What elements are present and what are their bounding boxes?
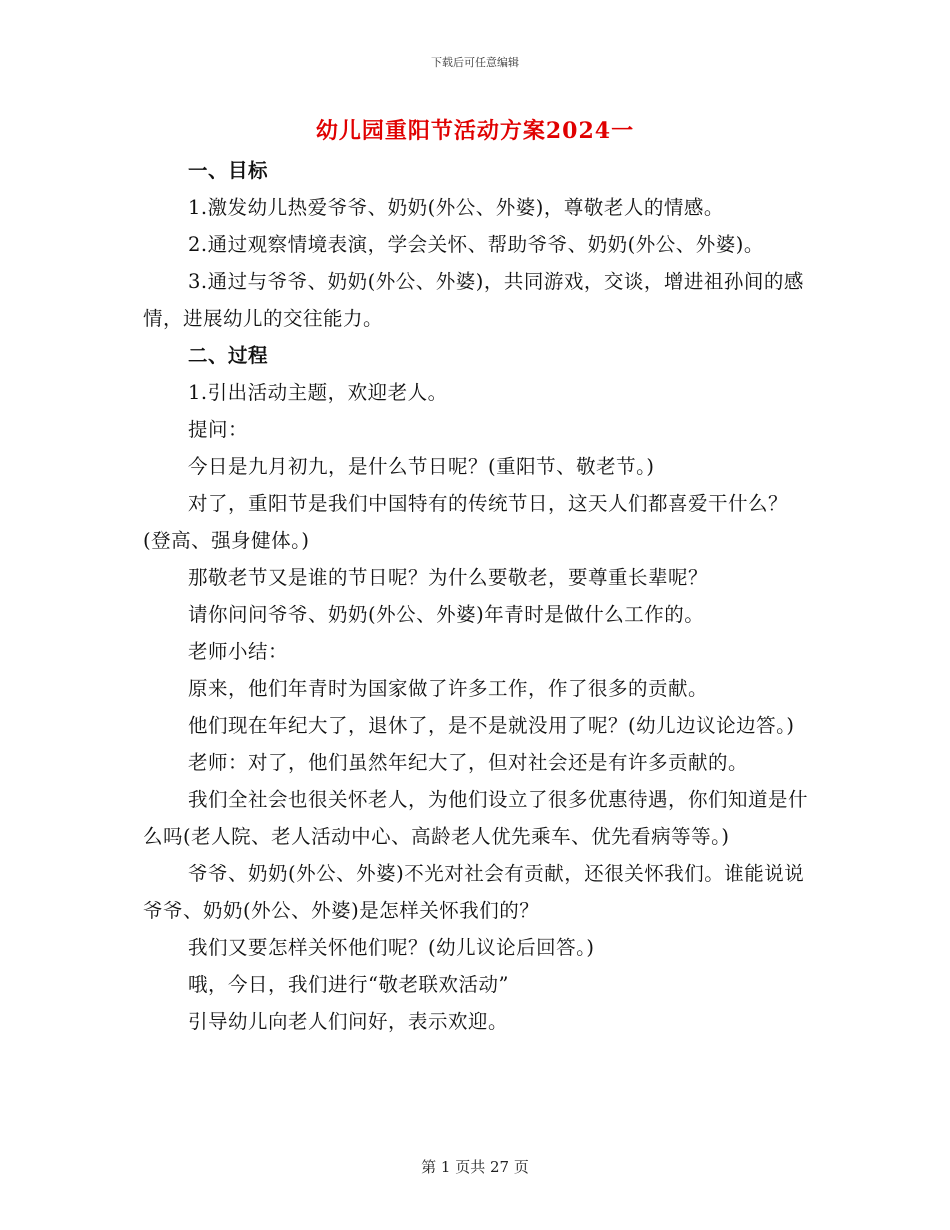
paragraph: 哦，今日，我们进行“敬老联欢活动”: [188, 973, 509, 996]
paragraph: 老师：对了，他们虽然年纪大了，但对社会还是有许多贡献的。: [188, 751, 749, 774]
paragraph: 引导幼儿向老人们问好，表示欢迎。: [188, 1010, 509, 1033]
section-heading-goals: 一、目标: [188, 159, 269, 182]
document-title: 幼儿园重阳节活动方案2024一: [315, 118, 635, 144]
paragraph: 那敬老节又是谁的节日呢？为什么要敬老，要尊重长辈呢？: [188, 566, 709, 589]
paragraph: 我们又要怎样关怀他们呢？(幼儿议论后回答。): [188, 936, 595, 959]
paragraph: 爷爷、奶奶(外公、外婆)不光对社会有贡献，还很关怀我们。谁能说说爷爷、奶奶(外公、外婆)是怎样关怀我们的？: [143, 862, 805, 922]
paragraph: 3.通过与爷爷、奶奶(外公、外婆)，共同游戏，交谈，增进祖孙间的感情，进展幼儿的交往能力。: [143, 270, 804, 330]
paragraph: 2.通过观察情境表演，学会关怀、帮助爷爷、奶奶(外公、外婆)。: [188, 233, 764, 256]
paragraph: 我们全社会也很关怀老人，为他们设立了很多优惠待遇，你们知道是什么吗(老人院、老人活动中心、高龄老人优先乘车、优先看病等等。): [143, 788, 809, 848]
paragraph: 对了，重阳节是我们中国特有的传统节日，这天人们都喜爱干什么？(登高、强身健体。): [143, 492, 789, 552]
paragraph: 提问：: [188, 418, 249, 441]
section-heading-process: 二、过程: [188, 344, 269, 367]
paragraph: 今日是九月初九，是什么节日呢？(重阳节、敬老节。): [188, 455, 655, 478]
paragraph: 1.引出活动主题，欢迎老人。: [188, 381, 448, 404]
paragraph: 老师小结：: [188, 640, 289, 663]
paragraph: 1.激发幼儿热爱爷爷、奶奶(外公、外婆)，尊敬老人的情感。: [188, 196, 724, 219]
document-body: [143, 152, 811, 1040]
paragraph: 请你问问爷爷、奶奶(外公、外婆)年青时是做什么工作的。: [188, 603, 705, 626]
page-footer: 第 1 页共 27 页: [421, 1158, 529, 1176]
page-header: 下载后可任意编辑: [431, 56, 519, 69]
paragraph: 他们现在年纪大了，退休了，是不是就没用了呢？(幼儿边议论边答。): [188, 714, 795, 737]
paragraph: 原来，他们年青时为国家做了许多工作，作了很多的贡献。: [188, 677, 709, 700]
